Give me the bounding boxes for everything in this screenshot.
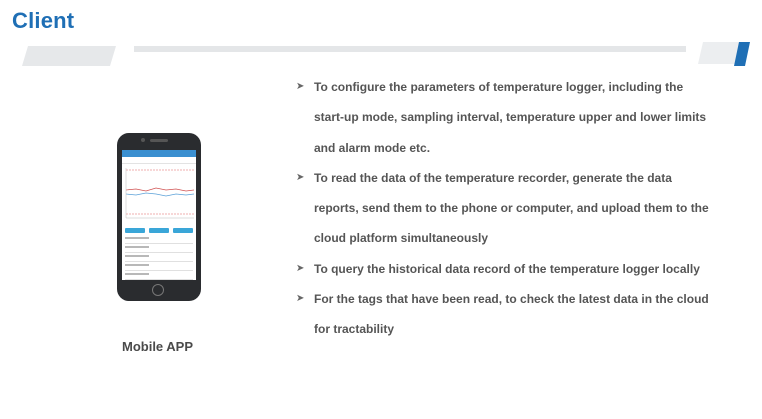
header-band-left (22, 46, 116, 66)
app-temperature-chart (122, 164, 196, 226)
app-button (173, 228, 193, 233)
app-subheader (122, 157, 196, 164)
phone-camera (141, 138, 145, 142)
app-info-divider (125, 252, 193, 253)
app-header-bar (122, 150, 196, 157)
arrow-bullet-icon: ➤ (296, 262, 305, 274)
app-button (125, 228, 145, 233)
arrow-bullet-icon: ➤ (296, 81, 305, 92)
app-info-line (125, 237, 149, 239)
feature-text: For the tags that have been read, to check the latest data in the cloud for tractability (314, 292, 709, 337)
app-info-divider (125, 279, 193, 280)
page-title: Client (12, 8, 75, 33)
header-divider (134, 46, 686, 52)
feature-item (296, 284, 716, 345)
phone-speaker (150, 139, 168, 142)
mobile-phone-image (117, 133, 201, 301)
app-info-line (125, 264, 149, 266)
phone-home-button (152, 284, 164, 296)
mobile-app-caption: Mobile APP (122, 339, 194, 354)
feature-list (296, 72, 716, 345)
feature-text: To configure the parameters of temperature logger, including the start-up mode, sampling interval, temperature upper and lower limits and alarm mode etc. (314, 80, 707, 155)
app-info-line (125, 246, 149, 248)
feature-text: To read the data of the temperature recorder, generate the data reports, send them to the phone or computer, and upload them to the cloud platform simultaneously (314, 170, 709, 246)
arrow-bullet-icon: ➤ (296, 171, 305, 183)
app-info-divider (125, 243, 193, 244)
arrow-bullet-icon: ➤ (296, 293, 305, 305)
feature-item (296, 72, 716, 163)
feature-text: To query the historical data record of the temperature logger locally (314, 261, 700, 276)
app-button-row (122, 226, 196, 235)
app-info-divider (125, 261, 193, 262)
feature-item (296, 254, 716, 284)
app-info-line (125, 255, 149, 257)
feature-item (296, 163, 716, 254)
app-button (149, 228, 169, 233)
app-info-divider (125, 270, 193, 271)
app-info-line (125, 273, 149, 275)
phone-screen (122, 150, 196, 280)
